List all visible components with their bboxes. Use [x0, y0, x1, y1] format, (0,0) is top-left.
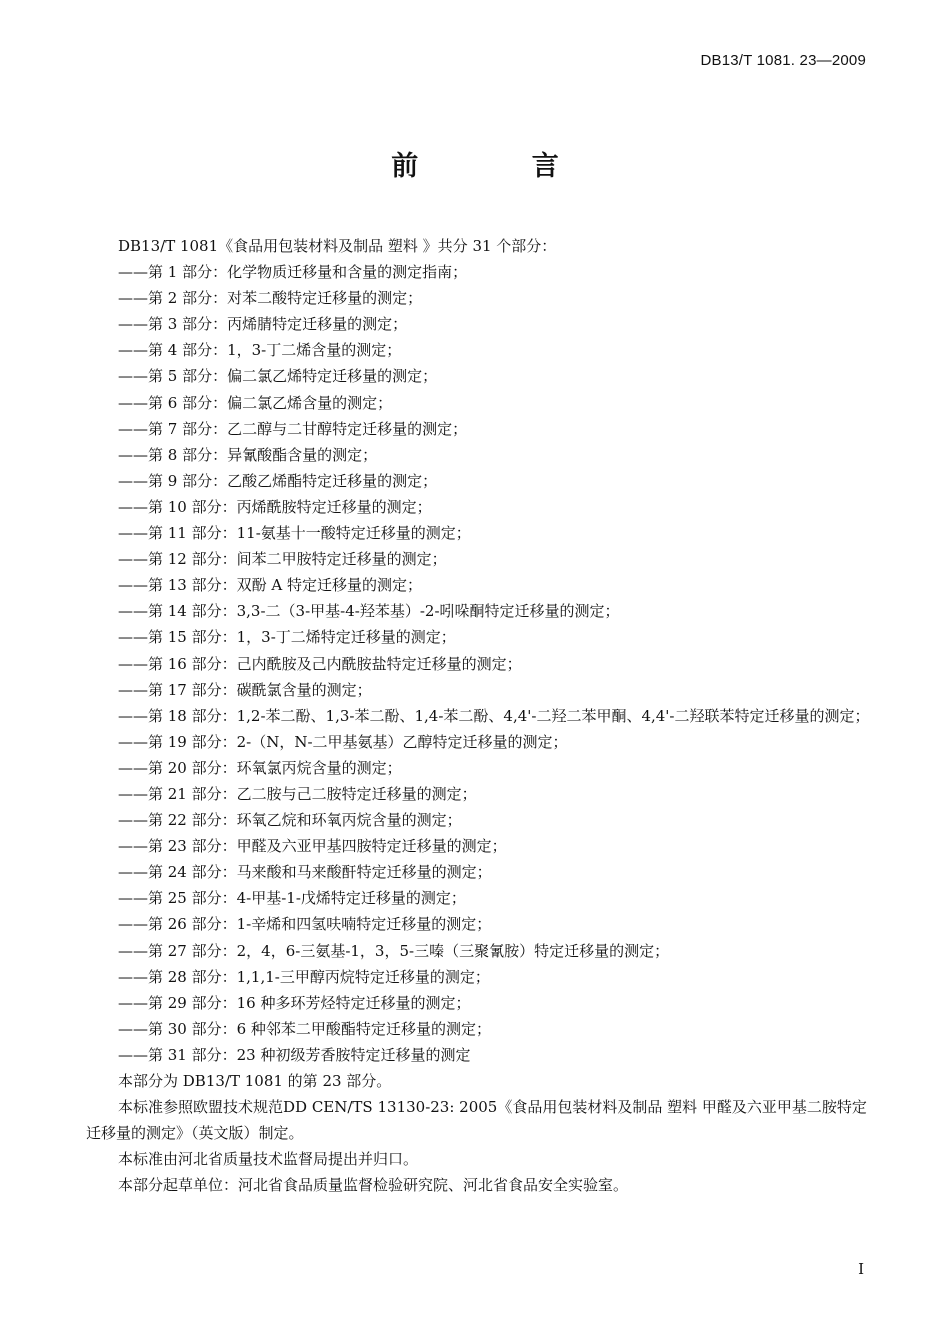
- list-item: [86, 729, 870, 755]
- part-title: 环氧氯丙烷含量的测定；: [236, 758, 402, 777]
- part-title: 4-甲基-1-戊烯特定迁移量的测定；: [236, 889, 466, 908]
- list-item: [86, 833, 870, 859]
- list-item: [86, 598, 870, 624]
- part-title: 对苯二酸特定迁移量的测定；: [227, 289, 423, 308]
- list-item: [86, 311, 870, 337]
- list-item: [86, 442, 870, 468]
- part-title: 11-氨基十一酸特定迁移量的测定；: [236, 524, 471, 543]
- part-title: 乙二胺与己二胺特定迁移量的测定；: [236, 784, 477, 803]
- part-number: ——第 8 部分：: [118, 445, 228, 464]
- part-number: ——第 25 部分：: [118, 889, 237, 908]
- part-number: ——第 18 部分：: [118, 706, 237, 725]
- list-item: [86, 651, 870, 677]
- list-item: [86, 781, 870, 807]
- part-number: ——第 9 部分：: [118, 471, 228, 490]
- list-item: [86, 938, 870, 964]
- part-title: 异氰酸酯含量的测定；: [227, 445, 378, 464]
- part-number: ——第 21 部分：: [118, 784, 237, 803]
- list-item: [86, 363, 870, 389]
- list-item: [86, 677, 870, 703]
- part-title: 碳酰氯含量的测定；: [236, 680, 372, 699]
- part-number: ——第 17 部分：: [118, 680, 237, 699]
- closing-paragraph-part-number: 本部分为 DB13/T 1081 的第 23 部分。: [118, 1072, 392, 1090]
- part-number: ——第 6 部分：: [118, 393, 228, 412]
- part-title: 乙二醇与二甘醇特定迁移量的测定；: [227, 419, 468, 438]
- list-item: [86, 755, 870, 781]
- part-number: ——第 11 部分：: [118, 524, 237, 543]
- part-title: 丙烯腈特定迁移量的测定；: [227, 315, 408, 334]
- closing-paragraph-proposer: 本标准由河北省质量技术监督局提出并归口。: [118, 1150, 419, 1169]
- part-title: 1，3-丁二烯特定迁移量的测定；: [236, 628, 456, 647]
- list-item: [86, 259, 870, 285]
- part-number: ——第 5 部分：: [118, 367, 228, 386]
- part-number: ——第 2 部分：: [118, 289, 228, 308]
- part-title: 乙酸乙烯酯特定迁移量的测定；: [227, 471, 438, 490]
- part-title: 环氧乙烷和环氧丙烷含量的测定；: [236, 811, 462, 830]
- part-title: 1,2-苯二酚、1,3-苯二酚、1,4-苯二酚、4,4'-二羟二苯甲酮、4,4'-二羟联苯特定迁移量的测定；: [236, 706, 870, 725]
- list-item: [86, 990, 870, 1016]
- part-title: 23 种初级芳香胺特定迁移量的测定: [236, 1045, 471, 1064]
- part-title: 1-辛烯和四氢呋喃特定迁移量的测定；: [236, 915, 492, 934]
- part-number: ——第 15 部分：: [118, 628, 237, 647]
- foreword-body: [86, 233, 870, 1198]
- part-title: 己内酰胺及己内酰胺盐特定迁移量的测定；: [236, 654, 522, 673]
- part-number: ——第 19 部分：: [118, 732, 237, 751]
- part-number: ——第 23 部分：: [118, 837, 237, 856]
- list-item: [86, 546, 870, 572]
- list-item: [86, 416, 870, 442]
- part-number: ——第 7 部分：: [118, 419, 228, 438]
- list-item: [86, 494, 870, 520]
- list-item: [86, 285, 870, 311]
- list-item: [86, 624, 870, 650]
- part-title: 6 种邻苯二甲酸酯特定迁移量的测定；: [236, 1019, 491, 1038]
- list-item: [86, 468, 870, 494]
- parts-list: [86, 259, 870, 1068]
- part-number: ——第 26 部分：: [118, 915, 237, 934]
- page-number: I: [858, 1260, 864, 1278]
- list-item: [86, 964, 870, 990]
- part-number: ——第 24 部分：: [118, 863, 237, 882]
- part-number: ——第 1 部分：: [118, 263, 228, 282]
- list-item: [86, 807, 870, 833]
- part-number: ——第 20 部分：: [118, 758, 237, 777]
- part-number: ——第 10 部分：: [118, 497, 237, 516]
- part-title: 3,3-二（3-甲基-4-羟苯基）-2-吲哚酮特定迁移量的测定；: [236, 602, 620, 621]
- list-item: [86, 885, 870, 911]
- part-title: 2-（N，N-二甲基氨基）乙醇特定迁移量的测定；: [236, 732, 568, 751]
- closing-paragraph-drafters: 本部分起草单位：河北省食品质量监督检验研究院、河北省食品安全实验室。: [118, 1176, 629, 1195]
- part-title: 1,1,1-三甲醇丙烷特定迁移量的测定；: [236, 967, 490, 986]
- part-title: 16 种多环芳烃特定迁移量的测定；: [236, 993, 471, 1012]
- part-number: ——第 31 部分：: [118, 1045, 237, 1064]
- list-item: [86, 390, 870, 416]
- part-number: ——第 27 部分：: [118, 941, 237, 960]
- part-number: ——第 30 部分：: [118, 1019, 237, 1038]
- part-number: ——第 22 部分：: [118, 811, 237, 830]
- part-title: 马来酸和马来酸酐特定迁移量的测定；: [236, 863, 492, 882]
- list-item: [86, 703, 870, 729]
- part-number: ——第 28 部分：: [118, 967, 237, 986]
- list-item: [86, 859, 870, 885]
- list-item: [86, 1016, 870, 1042]
- list-item: [86, 572, 870, 598]
- part-number: ——第 12 部分：: [118, 550, 237, 569]
- part-number: ——第 4 部分：: [118, 341, 228, 360]
- list-item: [86, 337, 870, 363]
- intro-paragraph: DB13/T 1081《食品用包装材料及制品 塑料 》共分 31 个部分：: [118, 237, 557, 255]
- part-title: 甲醛及六亚甲基四胺特定迁移量的测定；: [236, 837, 507, 856]
- page-title: 前 言: [391, 151, 611, 182]
- part-number: ——第 29 部分：: [118, 993, 237, 1012]
- part-title: 间苯二甲胺特定迁移量的测定；: [236, 550, 447, 569]
- part-number: ——第 3 部分：: [118, 315, 228, 334]
- part-number: ——第 14 部分：: [118, 602, 237, 621]
- part-title: 2，4，6-三氨基-1，3，5-三嗪（三聚氰胺）特定迁移量的测定；: [236, 941, 670, 960]
- part-number: ——第 16 部分：: [118, 654, 237, 673]
- part-title: 偏二氯乙烯特定迁移量的测定；: [227, 367, 438, 386]
- part-title: 丙烯酰胺特定迁移量的测定；: [236, 497, 432, 516]
- list-item: [86, 1042, 870, 1068]
- closing-paragraph-reference: 本标准参照欧盟技术规范DD CEN/TS 13130-23: 2005《食品用包装材料及制品 塑料 甲醛及六亚甲基二胺特定迁移量的测定》（英文版）制定。: [86, 1098, 867, 1143]
- part-title: 化学物质迁移量和含量的测定指南；: [227, 263, 468, 282]
- part-title: 1，3-丁二烯含量的测定；: [227, 341, 402, 360]
- list-item: [86, 911, 870, 937]
- part-title: 双酚 A 特定迁移量的测定；: [236, 576, 422, 595]
- part-title: 偏二氯乙烯含量的测定；: [227, 393, 393, 412]
- part-number: ——第 13 部分：: [118, 576, 237, 595]
- document-code: DB13/T 1081. 23—2009: [700, 52, 866, 69]
- list-item: [86, 520, 870, 546]
